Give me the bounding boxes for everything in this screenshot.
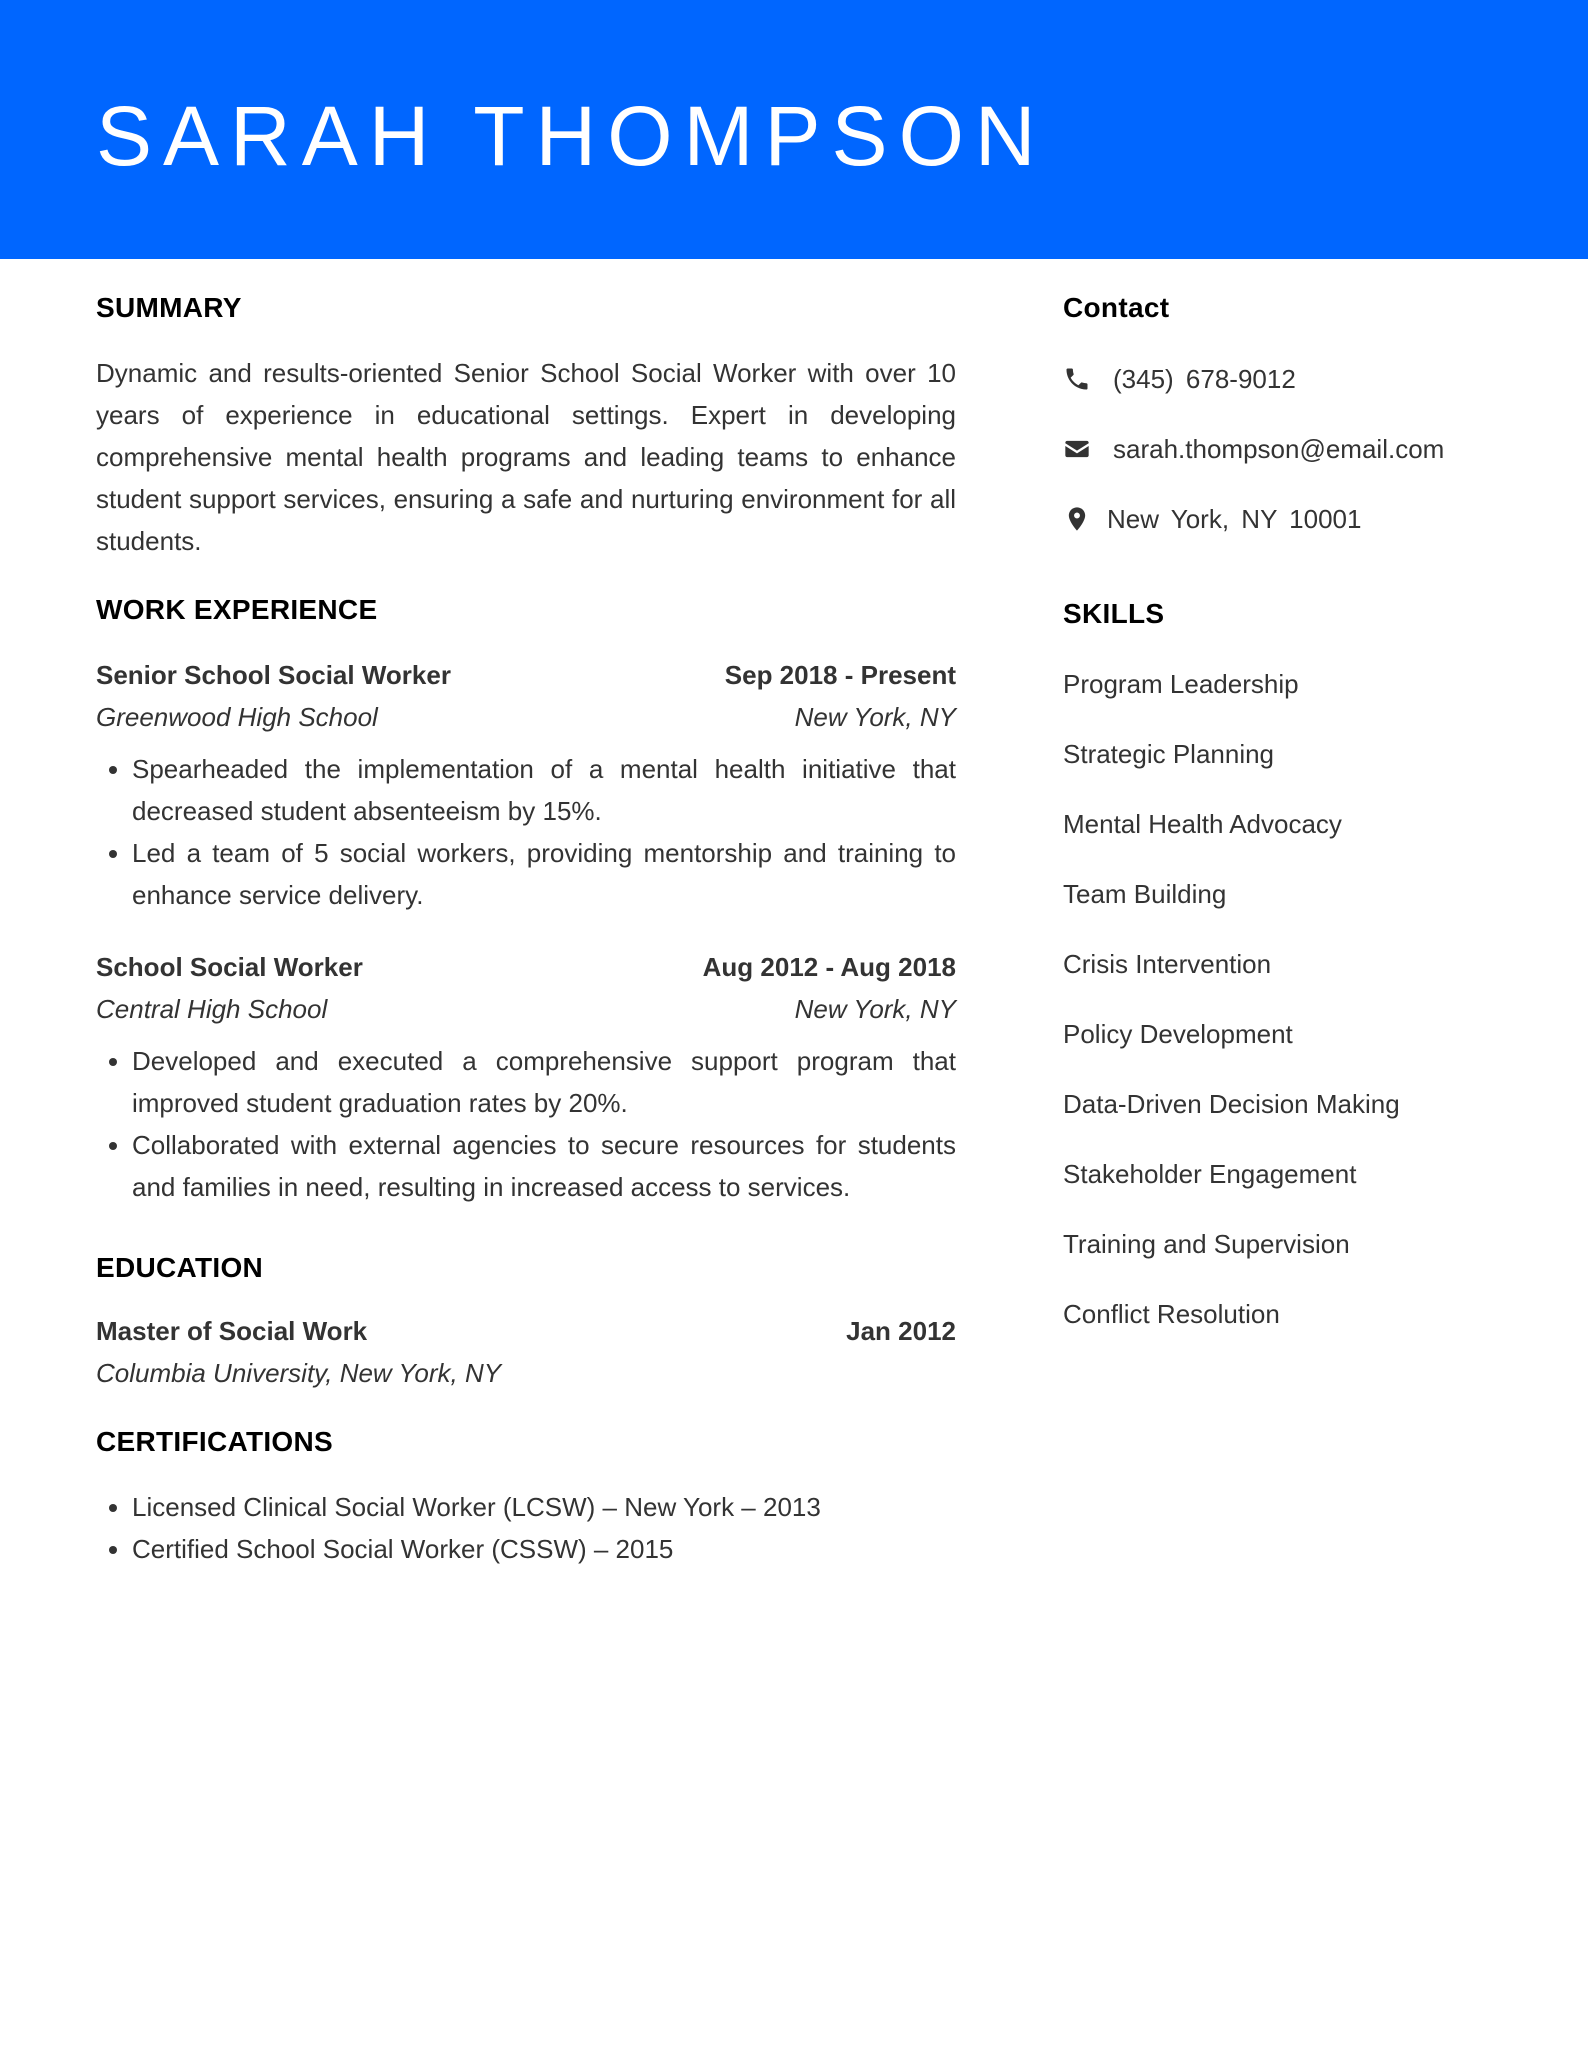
header-banner xyxy=(0,0,1588,259)
school-name: Columbia University, New York, NY xyxy=(96,1358,502,1388)
degree-date: Jan 2012 xyxy=(846,1316,956,1346)
job-bullets xyxy=(96,748,956,916)
job-title: Senior School Social Worker xyxy=(96,660,451,690)
job-organization: Central High School xyxy=(96,994,328,1024)
skill-item: Data-Driven Decision Making xyxy=(1063,1089,1400,1119)
location-text: New York, NY 10001 xyxy=(1107,503,1362,534)
phone-icon xyxy=(1063,365,1091,393)
job-entry xyxy=(96,654,956,916)
summary-heading: SUMMARY xyxy=(96,292,242,323)
job-entry xyxy=(96,946,956,1208)
skills-section xyxy=(1063,596,1523,1334)
skills-heading: SKILLS xyxy=(1063,598,1165,629)
education-heading: EDUCATION xyxy=(96,1252,264,1283)
skill-item: Strategic Planning xyxy=(1063,739,1275,769)
contact-section xyxy=(1063,290,1523,540)
job-dates: Sep 2018 - Present xyxy=(724,660,956,690)
skill-item: Crisis Intervention xyxy=(1063,949,1272,979)
job-location: New York, NY xyxy=(794,702,956,732)
summary-section xyxy=(96,290,956,562)
job-bullets xyxy=(96,1040,956,1208)
side-column xyxy=(1063,290,1523,1364)
work-experience-section xyxy=(96,592,956,1208)
contact-heading: Contact xyxy=(1063,292,1170,323)
work-experience-heading: WORK EXPERIENCE xyxy=(96,594,378,625)
contact-email xyxy=(1063,428,1523,470)
job-organization: Greenwood High School xyxy=(96,702,378,732)
skill-item: Conflict Resolution xyxy=(1063,1299,1280,1329)
skill-item: Training and Supervision xyxy=(1063,1229,1350,1259)
education-section xyxy=(96,1250,956,1394)
certifications-section xyxy=(96,1424,956,1570)
job-bullet: • Spearheaded the implementation of a mental health initiative that decreased student absenteeism by 15%. xyxy=(132,748,956,832)
main-column xyxy=(96,290,956,1570)
email-address: sarah.thompson@email.com xyxy=(1113,433,1445,464)
job-bullet: • Led a team of 5 social workers, providing mentorship and training to enhance service delivery. xyxy=(132,832,956,916)
skill-item: Program Leadership xyxy=(1063,669,1299,699)
candidate-name: SARAH THOMPSON xyxy=(96,89,1047,183)
contact-phone xyxy=(1063,358,1523,400)
skill-item: Stakeholder Engagement xyxy=(1063,1159,1357,1189)
certification-item: • Licensed Clinical Social Worker (LCSW) – New York – 2013 xyxy=(132,1486,956,1528)
skill-item: Mental Health Advocacy xyxy=(1063,809,1342,839)
map-pin-icon xyxy=(1063,505,1091,533)
summary-text: Dynamic and results-oriented Senior School Social Worker with over 10 years of experience in educational settings. Expert in developing comprehensive mental health programs and leading teams to enhance student support services, ensuring a safe and nurturing environment for all students. xyxy=(96,358,956,556)
certifications-list xyxy=(96,1486,956,1570)
job-title: School Social Worker xyxy=(96,952,363,982)
skill-item: Policy Development xyxy=(1063,1019,1293,1049)
job-dates: Aug 2012 - Aug 2018 xyxy=(702,952,956,982)
certifications-heading: CERTIFICATIONS xyxy=(96,1426,334,1457)
phone-number: (345) 678-9012 xyxy=(1113,363,1296,394)
degree-name: Master of Social Work xyxy=(96,1316,368,1346)
certification-item: • Certified School Social Worker (CSSW) – 2015 xyxy=(132,1528,956,1570)
job-location: New York, NY xyxy=(794,994,956,1024)
skill-item: Team Building xyxy=(1063,879,1227,909)
envelope-icon xyxy=(1063,435,1091,463)
contact-location xyxy=(1063,498,1523,540)
job-bullet: • Collaborated with external agencies to secure resources for students and families in need, resulting in increased access to services. xyxy=(132,1124,956,1208)
job-bullet: • Developed and executed a comprehensive support program that improved student graduation rates by 20%. xyxy=(132,1040,956,1124)
